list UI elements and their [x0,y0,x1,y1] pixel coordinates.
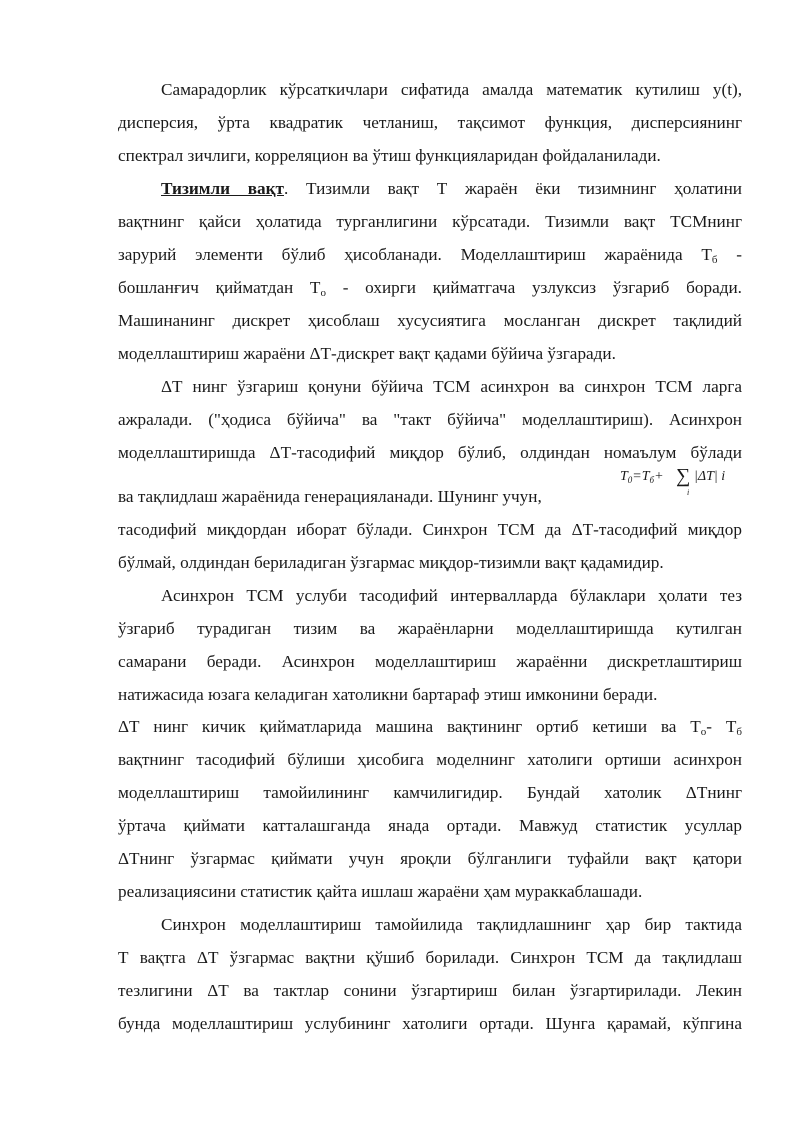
text-line: спектрал зичлиги, корреляцион ва ўтиш функцияларидан фойдаланилади. [118,146,661,165]
text-line: тезлигини ΔТ ва тактлар сонини ўзгартириш билан ўзгартирилади. Лекин [118,981,742,1000]
text-line: Т вақтга ΔТ ўзгармас вақтни қўшиб борилади. Синхрон ТСМ да тақлидлаш [118,948,742,967]
text-line: самарани беради. Асинхрон моделлаштириш жараённи дискретлаштириш [118,652,742,671]
text-line: Машинанинг дискрет ҳисоблаш хусусиятига мосланган дискрет тақлидий [118,311,742,330]
text-line: дисперсия, ўрта квадратик четланиш, тақсимот функция, дисперсиянинг [118,113,742,132]
text-line: Тизимли вақт. Тизимли вақт Т жараён ёки тизимнинг ҳолатини [161,179,742,198]
text-line: зарурий элементи бўлиб ҳисобланади. Моделлаштириш жараёнида $T_б$ - [118,245,743,266]
text-line: бунда моделлаштириш услубининг хатолиги ортади. Шунга қарамай, кўпгина [118,1014,742,1033]
text-line: ўзгариб турадиган тизим ва жараёнларни моделлаштиришда кутилган [118,619,742,638]
text-line: тасодифий миқдордан иборат бўлади. Синхрон ТСМ да ΔТ-тасодифий миқдор [118,520,742,539]
text-line: бошланғич қийматдан $T_о$ - охирги қийматгача узлуксиз ўзгариб боради. [118,278,742,299]
text-line: ΔТ нинг кичик қийматларида машина вақтининг ортиб кетиши ва $T_о-$ $T_б$ [118,717,742,738]
text-line: вақтнинг тасодифий бўлиши ҳисобига моделнинг хатолиги ортиши асинхрон [118,750,742,769]
text-line: Синхрон моделлаштириш тамойилида тақлидлашнинг ҳар бир тактида [161,915,742,934]
text-line: ΔТ нинг ўзгариш қонуни бўйича ТСМ асинхрон ва синхрон ТСМ ларга [161,377,742,396]
text-line: Самарадорлик кўрсаткичлари сифатида амалда математик кутилиш у(t), [161,80,742,99]
text-line: моделлаштириш жараёни ΔТ-дискрет вақт қадами бўйича ўзгаради. [118,344,616,363]
formula-term: |ΔT| i [694,469,726,484]
text-line: моделлаштиришда ΔТ-тасодифий миқдор бўлиб, олдиндан номаълум бўлади [118,443,742,462]
text-line: натижасида юзага келадиган хатоликни бартараф этиш имконини беради. [118,685,658,704]
section-heading: Тизимли вақт [161,179,284,198]
sum-index: i [687,488,690,497]
formula-lhs: $T_0=T_б+$ [620,469,664,485]
text-line: моделлаштириш тамойилининг камчилигидир. Бундай хатолик ΔТнинг [118,783,742,802]
text-line: ажралади. ("ҳодиса бўйича" ва "такт бўйича" моделлаштириш). Асинхрон [118,410,742,429]
text-line: ўртача қиймати катталашганда янада ортади. Мавжуд статистик усуллар [118,816,742,835]
text-line: реализациясини статистик қайта ишлаш жараёни ҳам мураккаблашади. [118,882,643,901]
sum-symbol: ∑ [676,465,691,487]
text-line: бўлмай, олдиндан бериладиган ўзгармас миқдор-тизимли вақт қадамидир. [118,553,664,572]
text-line: ва тақлидлаш жараёнида генерацияланади. Шунинг учун, [118,487,542,506]
formula [614,461,744,501]
text-line: Асинхрон ТСМ услуби тасодифий интервалларда бўлаклари ҳолати тез [161,586,742,605]
text-line: вақтнинг қайси ҳолатида турганлигини кўрсатади. Тизимли вақт ТСМнинг [118,212,742,231]
text-line: ΔТнинг ўзгармас қиймати учун яроқли бўлганлиги туфайли вақт қатори [118,849,742,868]
